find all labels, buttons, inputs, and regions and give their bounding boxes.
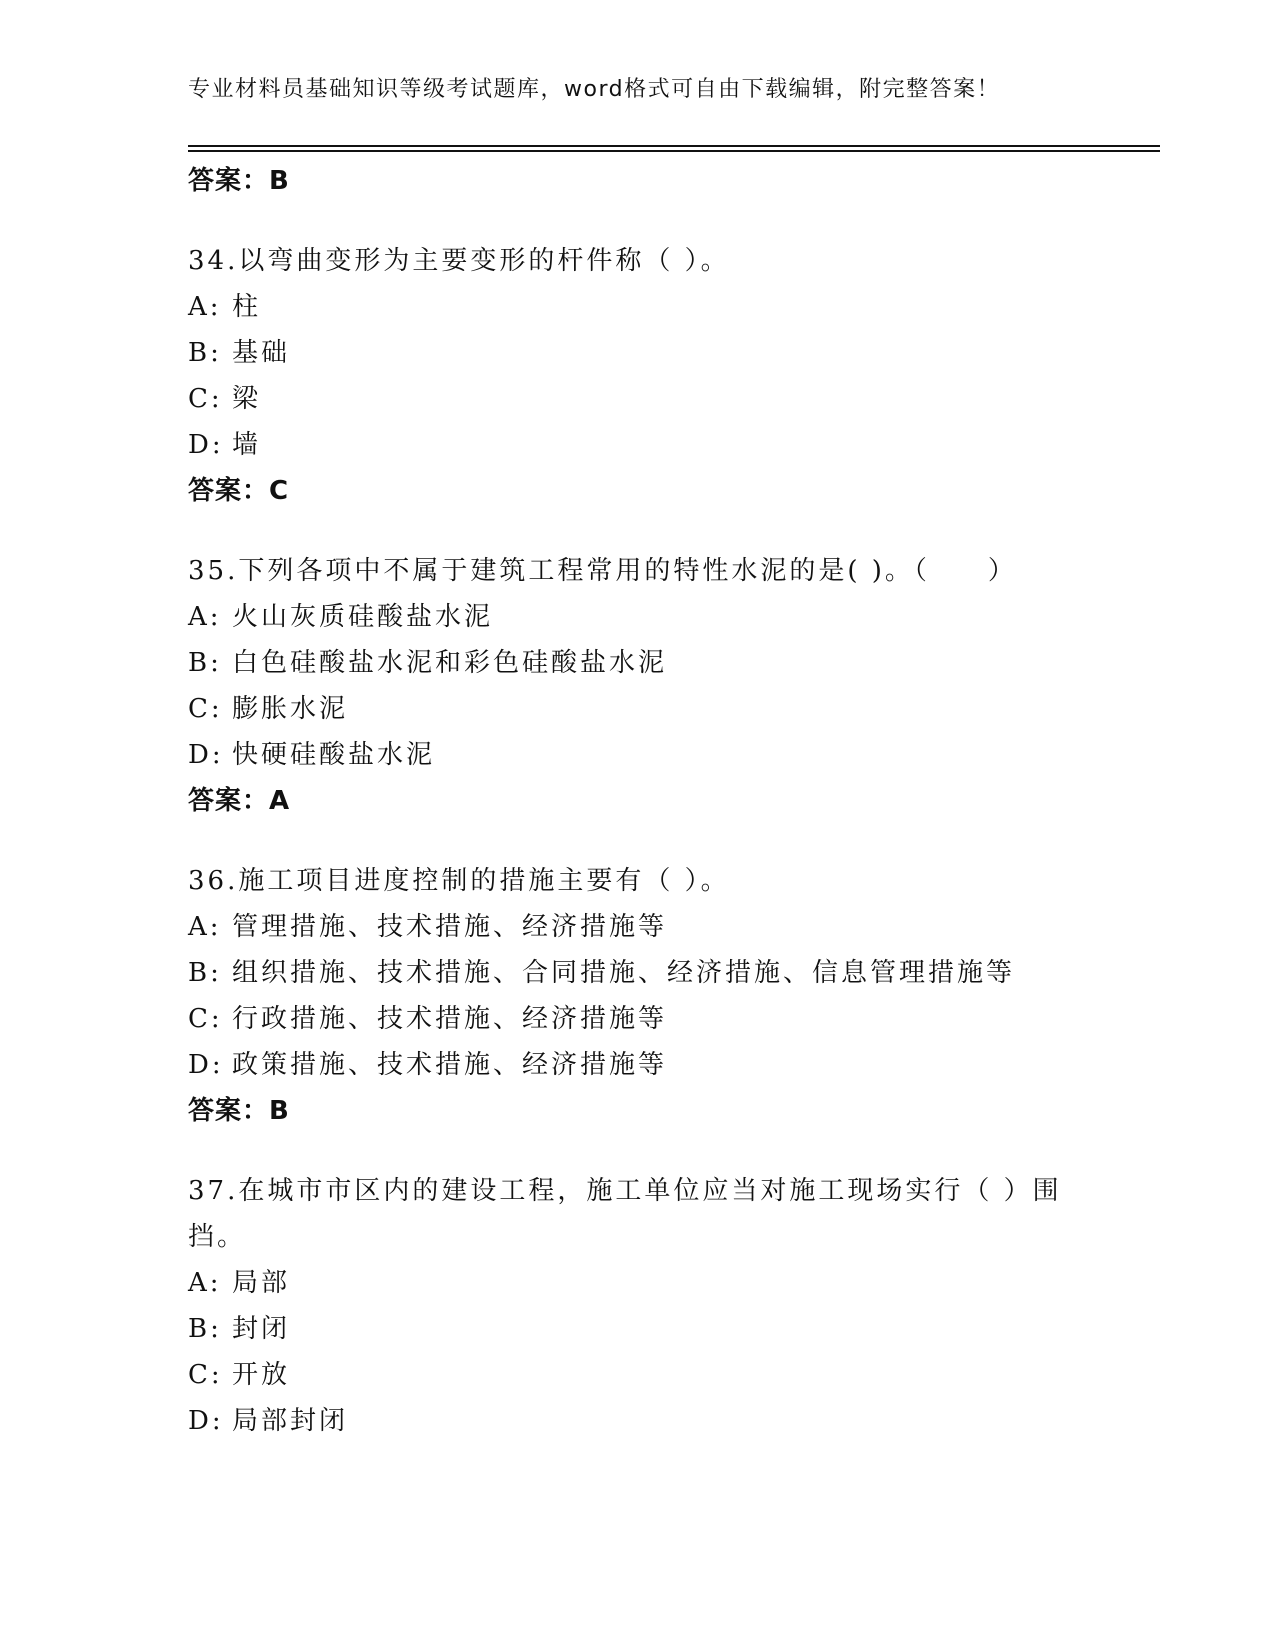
question-stem: 35.下列各项中不属于建筑工程常用的特性水泥的是( )。（ ） [188,556,1017,586]
option-a [188,594,1088,640]
option-key: D: [188,1050,224,1080]
option-text: 开放 [232,1360,291,1390]
header-rule-top [188,145,1160,147]
question-stem: 37.在城市市区内的建设工程，施工单位应当对施工现场实行（ ）围挡。 [188,1176,1062,1252]
option-c [188,686,1088,732]
option-a [188,904,1088,950]
option-key: D: [188,430,224,460]
option-text: 组织措施、技术措施、合同措施、经济措施、信息管理措施等 [232,958,1016,988]
option-d [188,732,1088,778]
option-key: A: [188,912,222,942]
option-key: C: [188,694,223,724]
option-text: 膨胀水泥 [232,694,349,724]
option-key: D: [188,740,224,770]
option-key: B: [188,1314,222,1344]
option-text: 白色硅酸盐水泥和彩色硅酸盐水泥 [232,648,668,678]
option-text: 管理措施、技术措施、经济措施等 [232,912,668,942]
answer-label: 答案：B [188,166,290,196]
option-key: B: [188,958,222,988]
header-rule-bottom [188,150,1160,152]
option-d [188,422,1088,468]
option-key: A: [188,602,222,632]
option-a [188,1260,1088,1306]
option-text: 封闭 [232,1314,291,1344]
option-text: 柱 [232,292,262,322]
option-b [188,640,1088,686]
answer-label: 答案：B [188,1096,290,1126]
question-stem: 34.以弯曲变形为主要变形的杆件称（ ）。 [188,246,730,276]
option-key: C: [188,1004,223,1034]
option-text: 快硬硅酸盐水泥 [232,740,436,770]
option-text: 墙 [232,430,262,460]
option-b [188,950,1088,996]
option-text: 火山灰质硅酸盐水泥 [232,602,494,632]
option-key: C: [188,384,223,414]
option-d [188,1398,1088,1444]
option-text: 局部封闭 [232,1406,349,1436]
page-header: 专业材料员基础知识等级考试题库，word格式可自由下载编辑，附完整答案！ [188,77,1001,102]
option-text: 行政措施、技术措施、经济措施等 [232,1004,668,1034]
option-c [188,376,1088,422]
question-stem: 36.施工项目进度控制的措施主要有（ ）。 [188,866,730,896]
option-text: 基础 [232,338,291,368]
option-key: D: [188,1406,224,1436]
option-key: A: [188,1268,222,1298]
option-b [188,330,1088,376]
option-text: 局部 [232,1268,291,1298]
option-key: B: [188,338,222,368]
answer-label: 答案：A [188,786,291,816]
question-35 [188,548,1088,824]
option-c [188,1352,1088,1398]
question-36 [188,858,1088,1134]
option-text: 梁 [232,384,262,414]
question-list [188,158,1088,1444]
option-a [188,284,1088,330]
question-37 [188,1168,1088,1444]
question-34 [188,238,1088,514]
option-key: B: [188,648,222,678]
answer-label: 答案：C [188,476,290,506]
option-key: C: [188,1360,223,1390]
option-d [188,1042,1088,1088]
option-key: A: [188,292,222,322]
option-b [188,1306,1088,1352]
option-c [188,996,1088,1042]
option-text: 政策措施、技术措施、经济措施等 [232,1050,668,1080]
